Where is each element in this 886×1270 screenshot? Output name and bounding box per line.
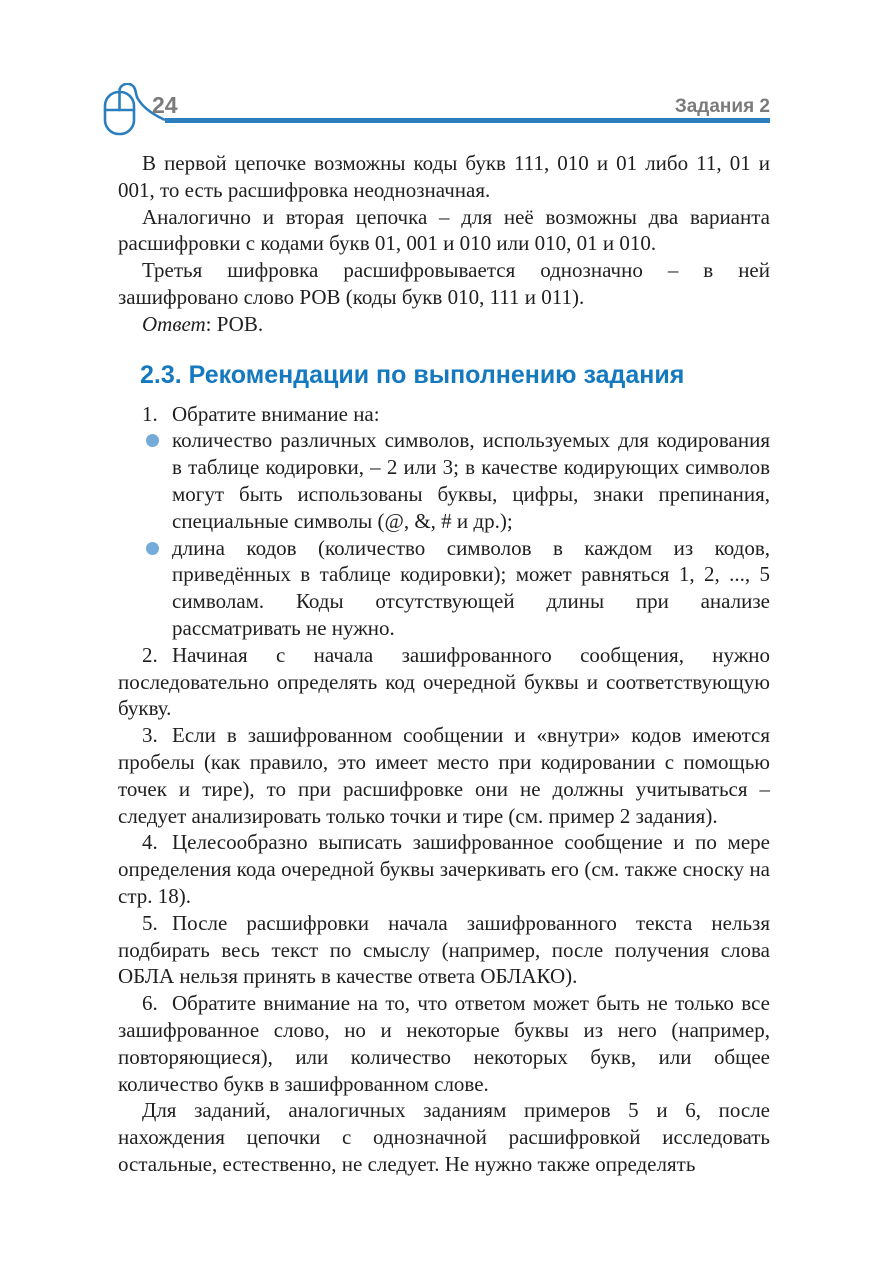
bullet-text: длина кодов (количество символов в каждом из кодов, приведённых в таблице кодировки); может равняться 1, 2, ..., 5 символам. Коды отсутствующей длины при анализе рассматривать не нужно.: [172, 535, 770, 640]
item-number: 3.: [142, 723, 158, 748]
item-text: Обратите внимание на то, что ответом может быть не только все зашифрованное слово, но и некоторые буквы из него (например, повторяющиеся), или количество некоторых букв, или общее количество букв в зашифрованном слове.: [118, 991, 770, 1096]
answer-line: [118, 311, 770, 338]
page-body: [118, 150, 770, 1178]
item-text: Целесообразно выписать зашифрованное сообщение и по мере определения кода очередной буквы зачеркивать его (см. также сноску на стр. 18).: [118, 830, 770, 908]
numbered-item-5: [118, 910, 770, 990]
numbered-item-3: [118, 722, 770, 829]
item-text: Обратите внимание на:: [172, 401, 380, 426]
solution-paragraph-2: Аналогично и вторая цепочка – для неё возможны два варианта расшифровки с кодами букв 01, 001 и 010 или 010, 01 и 010.: [118, 204, 770, 256]
item-number: 5.: [142, 910, 158, 935]
item-number: 4.: [142, 830, 158, 855]
section-heading: 2.3. Рекомендации по выполнению задания: [140, 360, 685, 389]
answer-label: Ответ: [142, 311, 206, 336]
bullet-item-2: [118, 535, 770, 642]
item-number: 6.: [142, 991, 158, 1016]
numbered-item-1: [118, 401, 770, 428]
item-text: Начиная с начала зашифрованного сообщения, нужно последовательно определять код очередной буквы и соответствующую букву.: [118, 642, 770, 721]
bullet-icon: [146, 434, 159, 447]
closing-paragraph: Для заданий, аналогичных заданиям примеров 5 и 6, после нахождения цепочки с однозначной расшифровкой исследовать остальные, естественно, не следует. Не нужно также определять: [118, 1098, 770, 1176]
answer-value: : РОВ.: [205, 311, 264, 336]
bullet-text: количество различных символов, используемых для кодирования в таблице кодировки, – 2 или 3; в качестве кодирующих символов могут быть использованы буквы, цифры, знаки препинания, специальные символы (@, &, # и др.);: [172, 428, 770, 533]
numbered-item-2: [118, 642, 770, 722]
item-number: 2.: [142, 642, 158, 667]
item-text: После расшифровки начала зашифрованного текста нельзя подбирать весь текст по смыслу (например, после получения слова ОБЛА нельзя принять в качестве ответа ОБЛАКО).: [118, 910, 770, 989]
numbered-item-6: [118, 990, 770, 1097]
header-rule: [165, 118, 770, 123]
item-number: 1.: [142, 401, 158, 426]
solution-paragraph-1: В первой цепочке возможны коды букв 111, 010 и 01 либо 11, 01 и 001, то есть расшифровка неоднозначная.: [118, 151, 770, 202]
page-number: 24: [152, 92, 178, 118]
bullet-icon: [146, 542, 159, 555]
numbered-item-4: [118, 829, 770, 909]
running-title: Задания 2: [674, 96, 770, 117]
bullet-item-1: [118, 427, 770, 534]
item-text: Если в зашифрованном сообщении и «внутри» кодов имеются пробелы (как правило, это имеет место при кодировании с помощью точек и тире), то при расшифровке они не должны учитываться – следует анализировать только точки и тире (см. пример 2 задания).: [118, 723, 770, 828]
solution-paragraph-3: Третья шифровка расшифровывается однозначно – в ней зашифровано слово РОВ (коды букв 010, 111 и 011).: [118, 258, 770, 309]
